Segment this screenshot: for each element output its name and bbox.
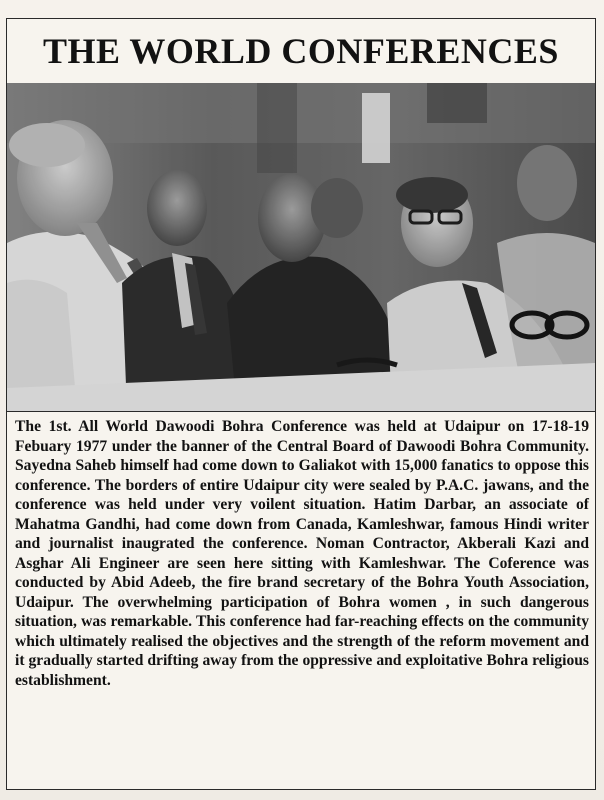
article-body: The 1st. All World Dawoodi Bohra Conference was held at Udaipur on 17-18-19 Febuary 1977 under the banner of the Central Board of Dawoodi Bohra Community. Sayedna Saheb himself had come down to Galiakot with 15,000 fanatics to oppose this conference. The borders of entire Udaipur city were sealed by P.A.C. jawans, and the conference was held under very voilent situation. Hatim Darbar, an associate of Mahatma Gandhi, had come down from Canada, Kamleshwar, famous Hindi writer and journalist inaugrated the conference. Noman Contractor, Akberali Kazi and Asghar Ali Engineer are seen here sitting with Kamleshwar. The Coference was conducted by Abid Adeeb, the fire brand secretary of the Bohra Youth Association, Udaipur. The overwhelming participation of Bohra women , in such dangerous situation, was remarkable. This conference had far-reaching effects on the community which ultimately realised the objectives and the strength of the reform movement and it gradually started drifting away from the oppressive and exploitative Bohra religious establishment.: [15, 418, 589, 689]
conference-photo: [7, 83, 595, 412]
title-bar: [7, 19, 595, 84]
article-title: THE WORLD CONFERENCES: [43, 31, 559, 71]
article-frame: [6, 18, 596, 790]
conference-photo-image: [7, 83, 595, 411]
